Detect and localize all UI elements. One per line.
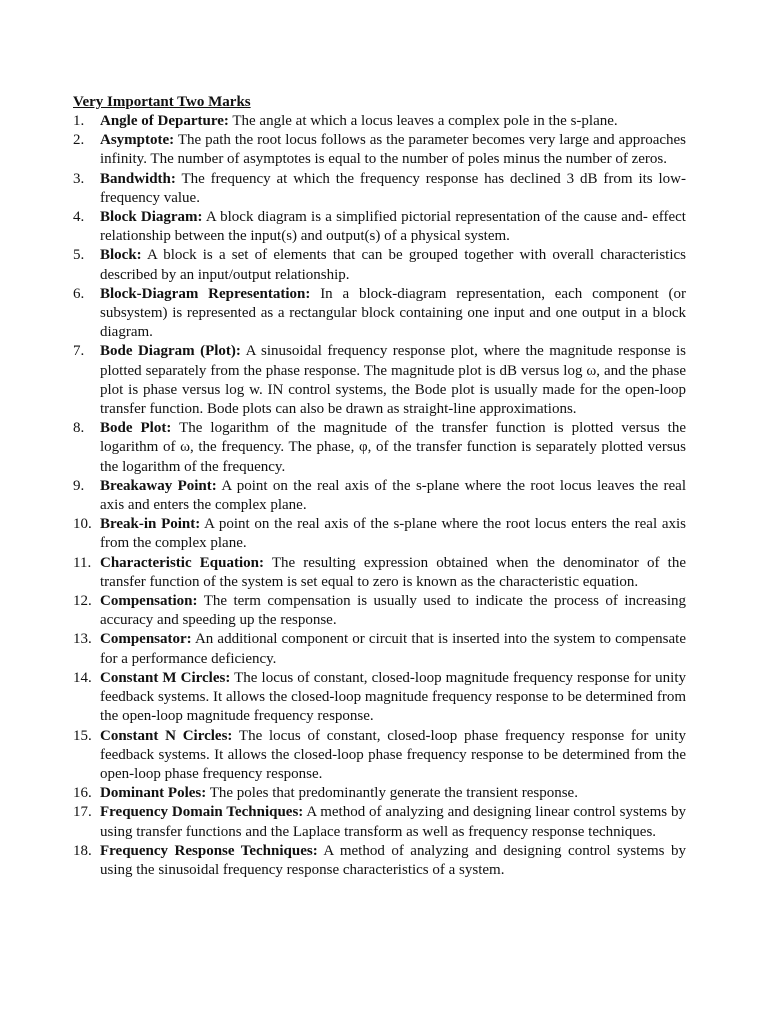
term-name: Breakaway Point: bbox=[100, 477, 217, 494]
term-name: Block Diagram: bbox=[100, 209, 203, 226]
term-definition: A point on the real axis of the s-plane where the root locus enters the real axis from the complex plane. bbox=[100, 516, 686, 552]
item-number: 5. bbox=[73, 247, 85, 264]
term-name: Bode Plot: bbox=[100, 420, 172, 437]
item-number: 6. bbox=[73, 285, 85, 302]
document-page bbox=[73, 93, 686, 880]
item-number: 17. bbox=[73, 804, 92, 821]
list-item bbox=[73, 131, 686, 169]
item-number: 14. bbox=[73, 669, 92, 686]
list-item bbox=[73, 803, 686, 841]
term-definition: The frequency at which the frequency response has declined 3 dB from its low-frequency value. bbox=[100, 170, 686, 206]
term-definition: A method of analyzing and designing linear control systems by using transfer functions and the Laplace transform as well as frequency response techniques. bbox=[100, 804, 686, 840]
item-number: 18. bbox=[73, 842, 92, 859]
item-number: 9. bbox=[73, 477, 85, 494]
term-name: Block-Diagram Representation: bbox=[100, 285, 311, 302]
list-item bbox=[73, 285, 686, 343]
term-name: Frequency Domain Techniques: bbox=[100, 804, 304, 821]
item-number: 11. bbox=[73, 554, 92, 571]
item-number: 12. bbox=[73, 593, 92, 610]
term-definition: A block diagram is a simplified pictorial representation of the cause and- effect relationship between the input(s) and output(s) of a physical system. bbox=[100, 209, 686, 245]
term-definition: The resulting expression obtained when the denominator of the transfer function of the system is set equal to zero is known as the characteristic equation. bbox=[100, 554, 686, 590]
list-item bbox=[73, 784, 686, 803]
list-item bbox=[73, 246, 686, 284]
term-name: Bandwidth: bbox=[100, 170, 176, 187]
term-name: Asymptote: bbox=[100, 132, 175, 149]
page-heading: Very Important Two Marks bbox=[73, 94, 251, 110]
term-name: Compensation: bbox=[100, 593, 198, 610]
term-definition: The poles that predominantly generate the transient response. bbox=[209, 785, 578, 802]
term-definition: A sinusoidal frequency response plot, where the magnitude response is plotted separately from the phase response. The magnitude plot is dB versus log ω, and the phase plot is phase versus log w. IN control systems, the Bode plot is usually made for the open-loop transfer function. Bode plots can also be drawn as straight-line approximations. bbox=[100, 343, 686, 418]
term-definition: A point on the real axis of the s-plane where the root locus leaves the real axis and enters the complex plane. bbox=[100, 477, 686, 514]
terms-list bbox=[73, 112, 686, 880]
item-number: 4. bbox=[73, 209, 85, 226]
term-name: Break-in Point: bbox=[100, 516, 201, 533]
item-number: 3. bbox=[73, 170, 85, 187]
term-name: Block: bbox=[100, 247, 142, 264]
term-definition: An additional component or circuit that is inserted into the system to compensate for a performance deficiency. bbox=[100, 631, 686, 667]
item-number: 10. bbox=[73, 516, 92, 533]
item-number: 2. bbox=[73, 132, 85, 149]
list-item bbox=[73, 592, 686, 630]
term-definition: A method of analyzing and designing control systems by using the sinusoidal frequency response characteristics of a system. bbox=[100, 842, 686, 878]
list-item bbox=[73, 170, 686, 208]
list-item bbox=[73, 342, 686, 419]
term-definition: The path the root locus follows as the parameter becomes very large and approaches infinity. The number of asymptotes is equal to the number of poles minus the number of zeros. bbox=[100, 132, 687, 168]
term-definition: The locus of constant, closed-loop phase frequency response for unity feedback systems. It allows the closed-loop phase frequency response to be determined from the open-loop phase frequency response. bbox=[100, 727, 686, 782]
item-number: 13. bbox=[73, 631, 92, 648]
list-item bbox=[73, 112, 686, 131]
list-item bbox=[73, 477, 686, 515]
item-number: 15. bbox=[73, 727, 92, 744]
term-definition: In a block-diagram representation, each component (or subsystem) is represented as a rectangular block containing one input and one output in a block diagram. bbox=[100, 285, 687, 341]
list-item bbox=[73, 842, 686, 880]
term-definition: The angle at which a locus leaves a complex pole in the s-plane. bbox=[232, 113, 618, 129]
item-number: 16. bbox=[73, 785, 92, 802]
term-name: Constant N Circles: bbox=[100, 727, 233, 744]
term-name: Frequency Response Techniques: bbox=[100, 842, 318, 859]
item-number: 8. bbox=[73, 420, 85, 437]
item-number: 1. bbox=[73, 113, 85, 129]
list-item bbox=[73, 727, 686, 785]
term-definition: The logarithm of the magnitude of the transfer function is plotted versus the logarithm of ω, the frequency. The phase, φ, of the transfer function is separately plotted versus the logarithm of the frequency. bbox=[100, 420, 686, 475]
list-item bbox=[73, 515, 686, 553]
list-item bbox=[73, 419, 686, 477]
list-item bbox=[73, 208, 686, 246]
term-name: Angle of Departure: bbox=[100, 113, 229, 129]
list-item bbox=[73, 669, 686, 727]
list-item bbox=[73, 554, 686, 592]
term-definition: A block is a set of elements that can be grouped together with overall characteristics described by an input/output relationship. bbox=[100, 247, 686, 283]
term-definition: The locus of constant, closed-loop magnitude frequency response for unity feedback systems. It allows the closed-loop magnitude frequency response to be determined from the open-loop magnitude frequency response. bbox=[100, 669, 686, 725]
list-item bbox=[73, 630, 686, 668]
item-number: 7. bbox=[73, 343, 85, 360]
term-name: Characteristic Equation: bbox=[100, 554, 264, 571]
term-definition: The term compensation is usually used to indicate the process of increasing accuracy and speeding up the response. bbox=[100, 593, 686, 629]
term-name: Bode Diagram (Plot): bbox=[100, 343, 241, 360]
term-name: Compensator: bbox=[100, 631, 192, 648]
term-name: Constant M Circles: bbox=[100, 669, 231, 686]
term-name: Dominant Poles: bbox=[100, 785, 207, 802]
